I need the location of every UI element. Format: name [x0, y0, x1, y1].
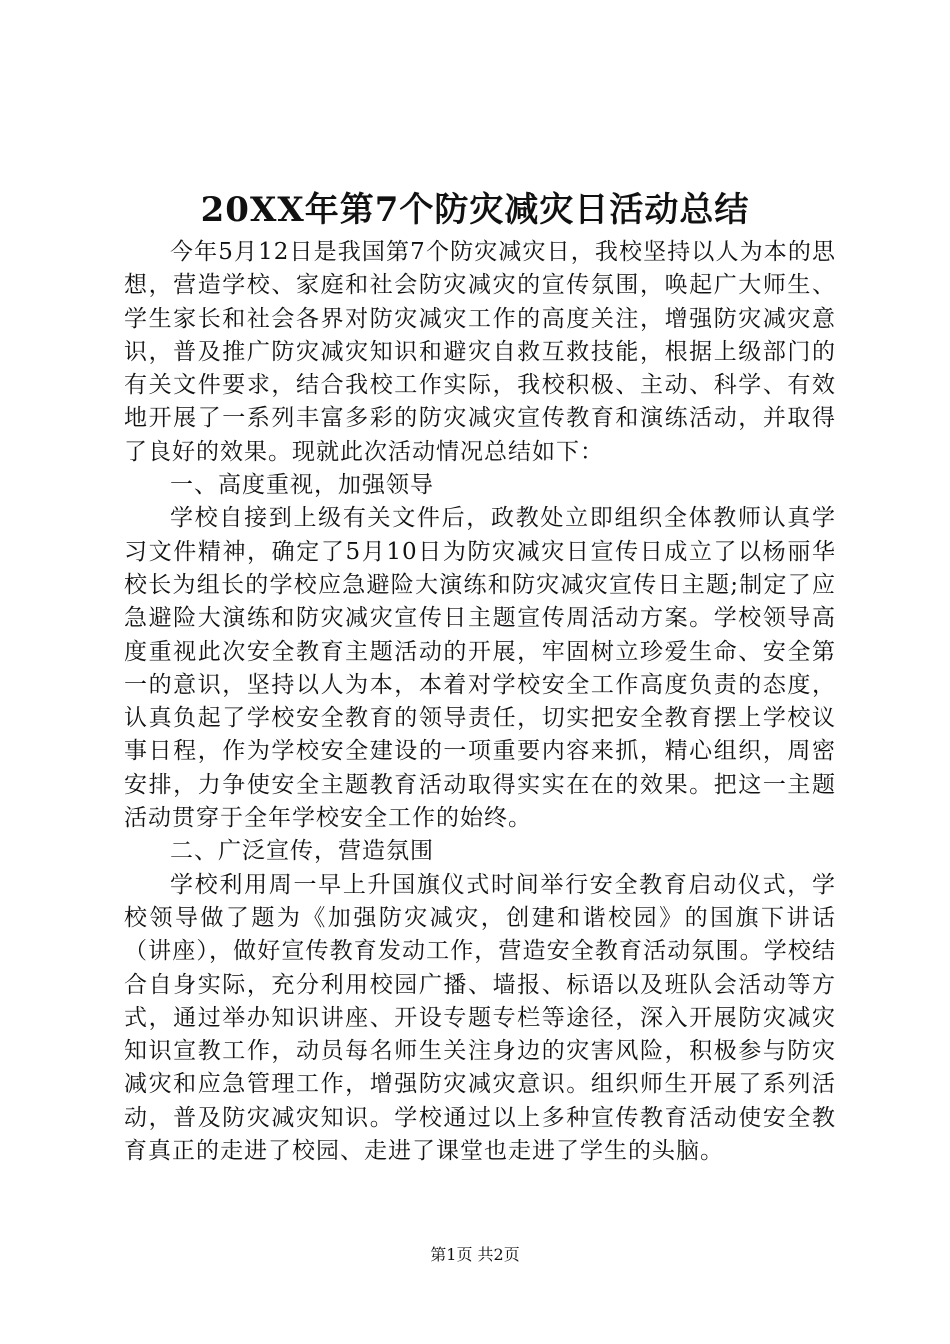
- intro-paragraph: 今年5月12日是我国第7个防灾减灾日，我校坚持以人为本的思想，营造学校、家庭和社会防灾减灾的宣传氛围，唤起广大师生、学生家长和社会各界对防灾减灾工作的高度关注，增强防灾减灾意识，普及推广防灾减灾知识和避灾自救互救技能，根据上级部门的有关文件要求，结合我校工作实际，我校积极、主动、科学、有效地开展了一系列丰富多彩的防灾减灾宣传教育和演练活动，并取得了良好的效果。现就此次活动情况总结如下：: [124, 239, 836, 465]
- section-1-paragraph: 学校自接到上级有关文件后，政教处立即组织全体教师认真学习文件精神，确定了5月10日为防灾减灾日宣传日成立了以杨丽华校长为组长的学校应急避险大演练和防灾减灾宣传日主题;制定了应急避险大演练和防灾减灾宣传日主题宣传周活动方案。学校领导高度重视此次安全教育主题活动的开展，牢固树立珍爱生命、安全第一的意识，坚持以人为本，本着对学校安全工作高度负责的态度，认真负起了学校安全教育的领导责任，切实把安全教育摆上学校议事日程，作为学校安全建设的一项重要内容来抓，精心组织，周密安排，力争使安全主题教育活动取得实实在在的效果。把这一主题活动贯穿于全年学校安全工作的始终。: [124, 505, 836, 832]
- document-title: 20XX年第7个防灾减灾日活动总结: [200, 190, 750, 230]
- section-heading-1: 一、高度重视，加强领导: [170, 472, 434, 499]
- document-body: [124, 236, 836, 1168]
- page-footer: 第1页 共2页: [430, 1245, 520, 1264]
- section-2-paragraph: 学校利用周一早上升国旗仪式时间举行安全教育启动仪式，学校领导做了题为《加强防灾减灾，创建和谐校园》的国旗下讲话（讲座），做好宣传教育发动工作，营造安全教育活动氛围。学校结合自身实际，充分利用校园广播、墙报、标语以及班队会活动等方式，通过举办知识讲座、开设专题专栏等途径，深入开展防灾减灾知识宣教工作，动员每名师生关注身边的灾害风险，积极参与防灾减灾和应急管理工作，增强防灾减灾意识。组织师生开展了系列活动，普及防灾减灾知识。学校通过以上多种宣传教育活动使安全教育真正的走进了校园、走进了课堂也走进了学生的头脑。: [124, 871, 836, 1165]
- section-heading-2: 二、广泛宣传，营造氛围: [170, 838, 434, 865]
